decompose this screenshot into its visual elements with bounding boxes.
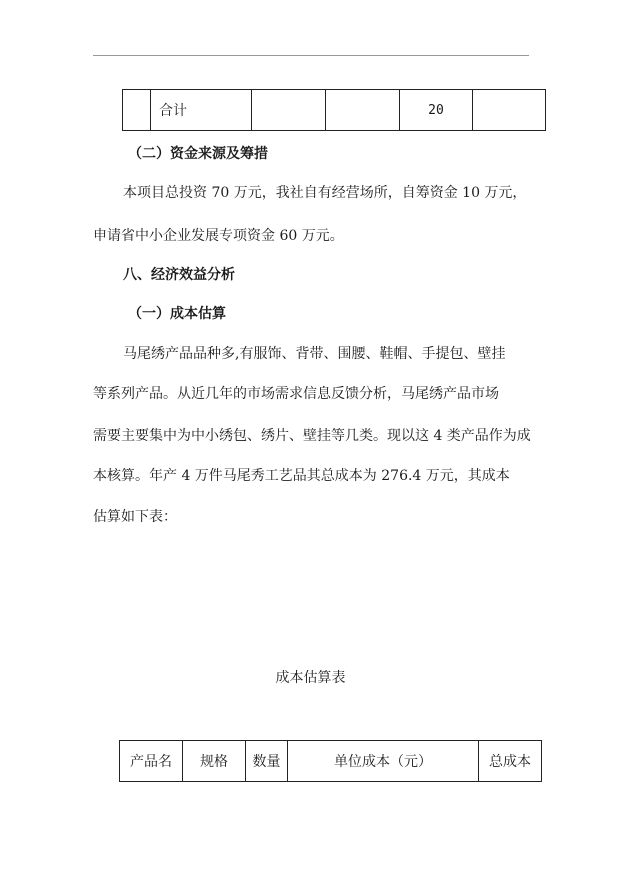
header-quantity: 数量 <box>246 741 288 782</box>
table-row-total <box>123 90 546 131</box>
cost-paragraph-line-1: 马尾绣产品品种多,有服饰、背带、围腰、鞋帽、手提包、壁挂 <box>123 346 506 362</box>
investment-summary-table <box>122 89 546 131</box>
table-cell <box>252 90 326 131</box>
cost-estimate-table <box>119 740 542 782</box>
funding-heading: （二）资金来源及筹措 <box>128 146 268 162</box>
table-cell <box>473 90 546 131</box>
funding-line-2: 申请省中小企业发展专项资金 60 万元。 <box>93 228 344 244</box>
cost-paragraph-line-4: 本核算。年产 4 万件马尾秀工艺品其总成本为 276.4 万元，其成本 <box>93 468 510 484</box>
cost-table-title: 成本估算表 <box>275 670 346 686</box>
header-total-cost: 总成本 <box>479 741 542 782</box>
section-8-heading: 八、经济效益分析 <box>123 267 235 283</box>
page-header-rule <box>93 55 529 56</box>
cost-estimate-heading: （一）成本估算 <box>128 306 226 322</box>
table-header-row <box>120 741 542 782</box>
cost-paragraph-line-2: 等系列产品。从近几年的市场需求信息反馈分析，马尾绣产品市场 <box>93 386 499 402</box>
table-cell <box>326 90 400 131</box>
total-label-cell: 合计 <box>151 90 252 131</box>
header-product-name: 产品名 <box>120 741 183 782</box>
header-spec: 规格 <box>183 741 246 782</box>
header-unit-cost: 单位成本（元） <box>288 741 479 782</box>
funding-line-1: 本项目总投资 70 万元，我社自有经营场所，自筹资金 10 万元， <box>123 185 527 201</box>
total-value-cell: 20 <box>400 90 473 131</box>
cost-paragraph-line-5: 估算如下表： <box>93 509 177 525</box>
table-cell <box>123 90 151 131</box>
cost-paragraph-line-3: 需要主要集中为中小绣包、绣片、壁挂等几类。现以这 4 类产品作为成 <box>93 428 531 444</box>
